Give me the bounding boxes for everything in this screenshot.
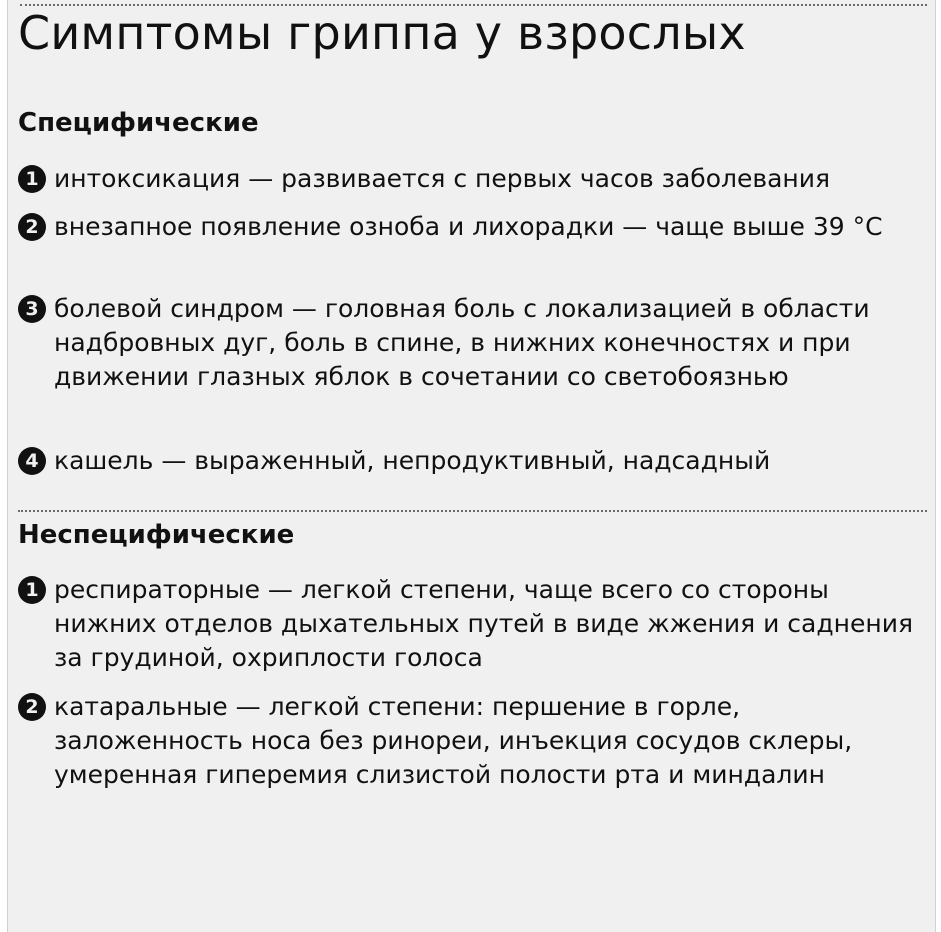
section-heading-nonspecific: Неспецифические — [18, 520, 295, 550]
list-item — [18, 573, 923, 675]
section-heading-specific: Специфические — [18, 108, 259, 138]
number-badge: 1 — [18, 165, 46, 193]
section-divider — [18, 510, 927, 512]
list-item — [18, 690, 923, 792]
number-badge: 3 — [18, 295, 46, 323]
infographic-panel — [7, 0, 936, 932]
page-title: Симптомы гриппа у взрослых — [18, 6, 746, 60]
number-badge: 4 — [18, 447, 46, 475]
list-item-text: катаральные — легкой степени: першение в горле, заложенность носа без ринореи, инъекция сосудов склеры, умеренная гиперемия слизистой полости рта и миндалин — [54, 692, 853, 789]
list-item-text: респираторные — легкой степени, чаще всего со стороны нижних отделов дыхательных путей в виде жжения и саднения за грудиной, охриплости голоса — [54, 575, 914, 672]
list-item-text: болевой синдром — головная боль с локализацией в области надбровных дуг, боль в спине, в нижних конечностях и при движении глазных яблок в сочетании со светобоязнью — [54, 294, 870, 391]
list-item — [18, 444, 923, 478]
list-item-text: кашель — выраженный, непродуктивный, надсадный — [54, 446, 771, 475]
number-badge: 2 — [18, 213, 46, 241]
list-item — [18, 210, 923, 244]
list-item-text: интоксикация — развивается с первых часов заболевания — [54, 164, 831, 193]
list-item — [18, 162, 923, 196]
number-badge: 1 — [18, 576, 46, 604]
number-badge: 2 — [18, 693, 46, 721]
list-item-text: внезапное появление озноба и лихорадки — чаще выше 39 °C — [54, 212, 883, 241]
list-item — [18, 292, 923, 394]
